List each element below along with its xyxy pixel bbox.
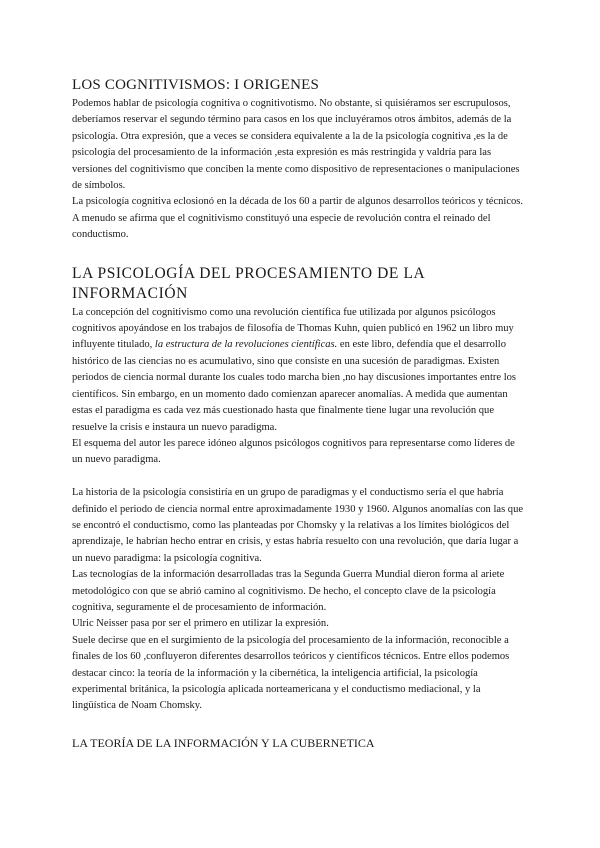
section-heading-information-processing: LA PSICOLOGÍA DEL PROCESAMIENTO DE LA INFORMACIÓN xyxy=(72,264,425,302)
paragraph-text: La concepción del cognitivismo como una revolución científica fue utilizada por algunos psicólogos cognitivos apoyándose en los trabajos de filosofía de Thomas Kuhn, quien publicó en 1962 un libro muy influyente titulado, xyxy=(72,306,514,351)
paragraph: Suele decirse que en el surgimiento de la psicología del procesamiento de la información, reconocible a finales de los 60 ,confluyeron diferentes desarrollos teóricos y científicos técnicos. Entre ellos podemos destacar cinco: la teoría de la información y la cibernética, la inteligencia artificial, la psicología experimental británica, la psicología aplicada norteamericana y el conductismo mediacional, y la lingüística de Noam Chomsky. xyxy=(72,634,510,712)
document-body xyxy=(72,76,524,751)
paragraph: Ulric Neisser pasa por ser el primero en utilizar la expresión. xyxy=(72,618,329,630)
paragraph-spacer xyxy=(72,469,524,485)
section-heading-origins: LOS COGNITIVISMOS: I ORIGENES xyxy=(72,77,320,93)
paragraph: Podemos hablar de psicología cognitiva o cognitivotismo. No obstante, si quisiéramos ser escrupulosos, deberíamos reservar el segundo término para casos en los que incluyéramos otros ámbitos, además de la psicología. Otra expresión, que a veces se considera equivalente a la de la psicología cognitiva ,es la de psicología del procesamiento de la información ,esta expresión es más restringida y valdría para las versiones del cognitivismo que conciben la mente como dispositivo de representaciones o manipulaciones de símbolos. xyxy=(72,98,520,192)
paragraph: La historia de la psicología consistiría en un grupo de paradigmas y el conductismo sería el que habría definido el periodo de ciencia normal entre aproximadamente 1930 y 1960. Algunos anomalías con las que se encontró el conductismo, como las planteadas por Chomsky y la relativas a los límites biológicos del aprendizaje, le habrían hecho entrar en crisis, y estas habría resuelto con una revolución, que daría lugar a un nuevo paradigma: la psicología cognitiva. xyxy=(72,487,524,564)
paragraph: La psicología cognitiva eclosionó en la década de los 60 a partir de algunos desarrollos teóricos y técnicos. A menudo se afirma que el cognitivismo constituyó una especie de revolución contra el reinado del conductismo. xyxy=(72,196,524,241)
section-heading-information-theory: LA TEORÍA DE LA INFORMACIÓN Y LA CUBERNETICA xyxy=(72,735,375,750)
book-title: la estructura de la revoluciones científicas. xyxy=(154,339,338,351)
paragraph-kuhn xyxy=(72,305,524,436)
paragraph-text: en este libro, defendía que el desarrollo histórico de las ciencias no es acumulativo, sino que consiste en una sucesión de paradigmas. Existen periodos de ciencia normal durante los cuales todo marcha bien ,no hay discusiones importantes entre los científicos. Sin embargo, en un momento dado comienzan aparecer anomalías. A medida que aumentan estas el paradigma es cada vez más cuestionado hasta que finalmente tiene lugar una revolución que resuelve la crisis e instaura un nuevo paradigma. xyxy=(72,339,517,433)
paragraph: El esquema del autor les parece idóneo algunos psicólogos cognitivos para representarse como líderes de un nuevo paradigma. xyxy=(72,437,515,466)
paragraph: Las tecnologías de la información desarrolladas tras la Segunda Guerra Mundial dieron forma al ariete metodológico con que se abrió camino al cognitivismo. De hecho, el concepto clave de la psicología cognitiva, seguramente el de procesamiento de información. xyxy=(72,569,505,613)
